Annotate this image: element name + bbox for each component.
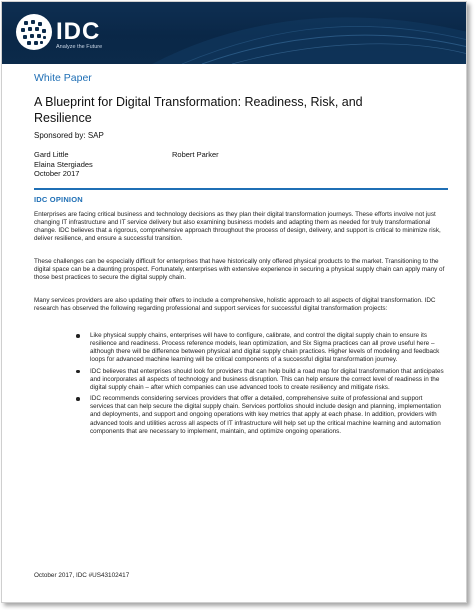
bullet-list [34, 332, 446, 436]
document-title: A Blueprint for Digital Transformation: Readiness, Risk, and Resilience [34, 95, 363, 125]
paragraph: Enterprises are facing critical business and technology decisions as they plan their digital transformation journeys. These efforts involve not just changing IT infrastructure and IT service delivery but also examining business models and adapting them as needed for truly transformational change. IDC believes that a rigorous, comprehensive approach throughout the process of design, delivery, and support is critical to minimize risk, deliver resilience, and ensure a successful transition. [34, 211, 441, 243]
logo-text: IDC [56, 18, 101, 45]
bullet-text: IDC recommends considering services providers that offer a detailed, comprehensive suite of professional and support services that can help secure the digital supply chain. Services portfolios should include design and planning, implementation and deployments, and support and ongoing operations with key metrics that apply at each phase. In addition, providers with advanced tools and utilities across all aspects of IT infrastructure will help set up the critical machine learning and automation components that are necessary to implement, maintain, and optimize ongoing operations. [90, 395, 441, 435]
bullet-text: IDC believes that enterprises should look for providers that can help build a road map for digital transformation that anticipates and incorporates all aspects of technology and business disruption. This can help ensure the correct level of readiness in the digital supply chain – after which companies can use advanced tools to create resiliency and mitigate risks. [90, 367, 444, 391]
header-banner [2, 2, 467, 64]
bullet-item [34, 368, 446, 392]
page-footer: October 2017, IDC #US43102417 [34, 572, 130, 579]
bullet-dot-icon [76, 370, 80, 374]
bullet-dot-icon [76, 334, 80, 338]
author-name: Robert Parker [172, 150, 219, 159]
bullet-item [34, 332, 446, 365]
document-page [1, 1, 467, 603]
authors-left [34, 150, 93, 179]
bullet-dot-icon [76, 397, 80, 401]
publication-date: October 2017 [34, 169, 80, 178]
bullet-item [34, 395, 446, 436]
paragraph: These challenges can be especially difficult for enterprises that have historically only offered physical products to the market. Transitioning to the digital space can be a daunting prospect. Fortunately, enterprises with extensive experience in securing a physical supply chain can apply many of those best practices to secure the digital supply chain. [34, 258, 445, 282]
sponsor-line: Sponsored by: SAP [34, 131, 104, 140]
paragraph: Many services providers are also updating their offers to include a comprehensive, holistic approach to all aspects of digital transformation. IDC research has observed the following regarding professional and support services for successful digital transformation projects: [34, 297, 436, 313]
logo-tagline: Analyze the Future [56, 44, 103, 50]
author-name: Gard Little [34, 150, 69, 159]
authors-right [172, 150, 219, 160]
idc-globe-logo-icon [14, 12, 54, 52]
document-type: White Paper [34, 72, 92, 84]
section-heading: IDC OPINION [34, 195, 83, 204]
bullet-text: Like physical supply chains, enterprises will have to configure, calibrate, and control the digital supply chain to ensure its resilience and readiness. Process reference models, lean optimization, and Six Sigma practices can all prove useful here – although there will be difference between physical and digital supply chain practices. Higher levels of modeling and feedback loops for advanced machine learning will be critical components of a successful digital transformation journey. [90, 332, 440, 364]
section-divider [34, 188, 448, 190]
author-name: Elaina Stergiades [34, 159, 93, 169]
